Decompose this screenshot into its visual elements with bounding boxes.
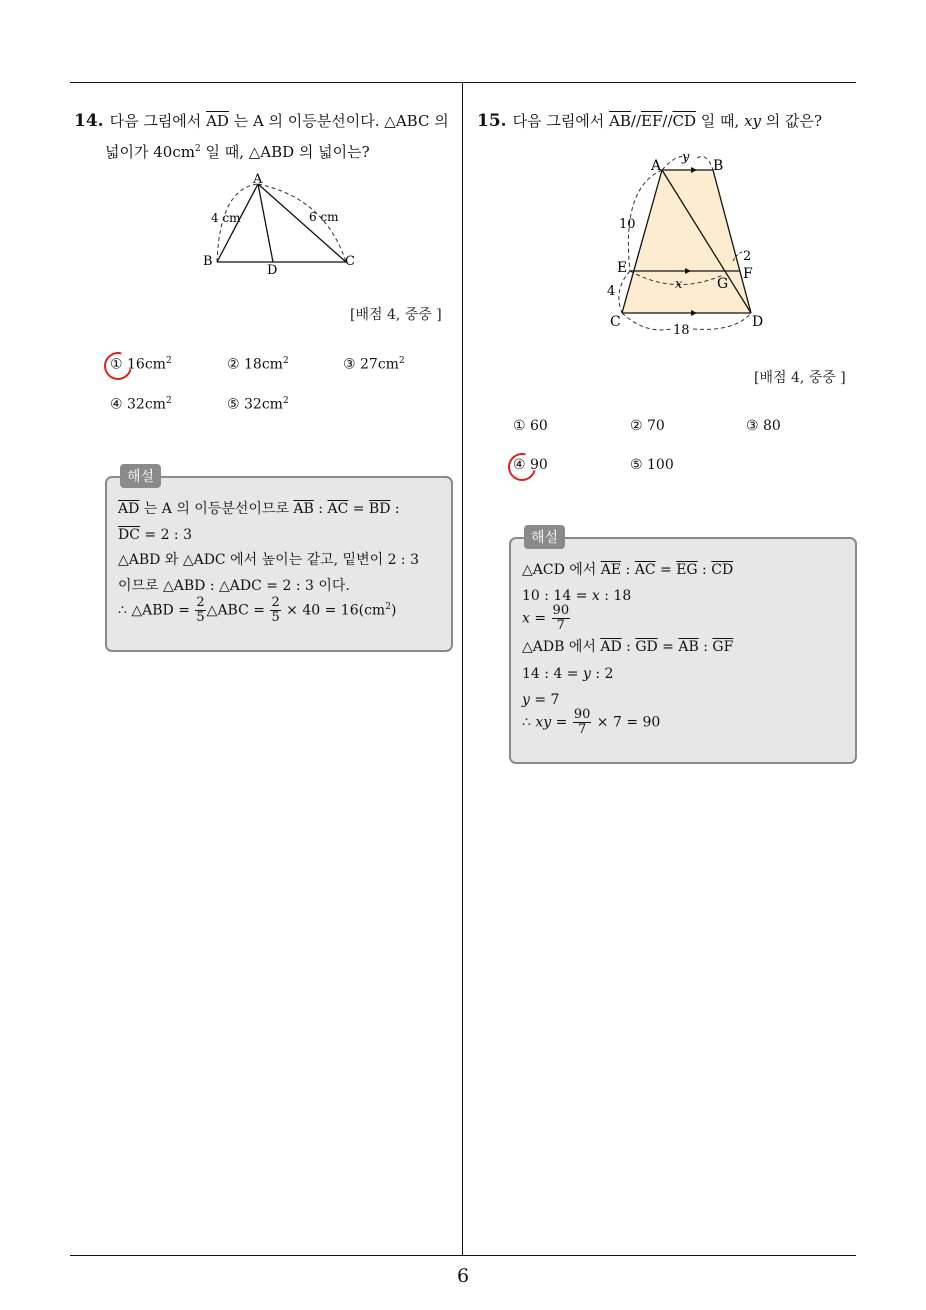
- q15-sol-line7: ∴ xy = $\frac{90}{7}$ × 7 = 90: [522, 707, 661, 737]
- column-divider: [462, 82, 463, 1255]
- q14-label-4cm: 4 cm: [211, 211, 241, 225]
- q15-label-g: G: [717, 276, 729, 292]
- q15-label-d: D: [752, 314, 764, 330]
- q14-choice-4[interactable]: ④ $32cm^2$: [110, 396, 172, 413]
- q15-sol-line3: x = $\frac{90}{7}$: [522, 603, 570, 633]
- fraction: $\frac{2}{5}$: [271, 595, 280, 625]
- q15-label-a: A: [651, 158, 662, 174]
- q15-choice-3[interactable]: ③ 80: [746, 418, 781, 434]
- q15-label-18: 18: [673, 323, 690, 338]
- q15-answer-circle-mark: [503, 448, 541, 486]
- q15-number: 15.: [477, 111, 507, 131]
- q15-choice-4[interactable]: ④ 90: [513, 457, 548, 473]
- top-rule: [70, 82, 856, 83]
- fraction: $\frac{2}{5}$: [196, 595, 205, 625]
- q15-sol-line6: y = 7: [522, 692, 560, 708]
- q14-score: [배점 4, 중중 ]: [350, 307, 442, 323]
- q14-sol-line5: ∴ △ABD = $\frac{2}{5}$ △ABC = $\frac{2}{5}$ × $40 = 16(cm^2)$: [118, 595, 397, 625]
- q15-sol-line1: △ACD 에서 $\overline{AE}$ : $\overline{AC} = \overline{EG}$ : $\overline{CD}$: [522, 562, 734, 578]
- fraction: $\frac{90}{7}$: [552, 603, 570, 633]
- q15-label-10: 10: [619, 217, 636, 232]
- q14-triangle-figure: [195, 168, 365, 278]
- q15-sol-line5: 14 : 4 = y : 2: [522, 666, 614, 682]
- q15-arc-y-right: [697, 157, 713, 171]
- q15-label-4: 4: [607, 284, 616, 299]
- q15-label-f: F: [743, 266, 753, 282]
- q14-title-line2: 넓이가 $40cm^2$ 일 때, △ABD 의 넓이는?: [105, 143, 370, 161]
- q15-choice-5[interactable]: ⑤ 100: [630, 457, 674, 473]
- q14-title-line1: 14. 다음 그림에서 $\overline{AD}$ 는 A 의 이등분선이다. △ABC 의: [74, 111, 449, 131]
- q14-solution-tag: 해설: [120, 464, 161, 488]
- q14-sol-line4: 이므로 △ABD : △ADC = 2 : 3 이다.: [118, 578, 350, 594]
- fraction: $\frac{90}{7}$: [573, 707, 591, 737]
- q15-score: [배점 4, 중중 ]: [754, 370, 846, 386]
- q14-choice-5[interactable]: ⑤ $32cm^2$: [227, 396, 289, 413]
- q15-arc-18-left: [622, 313, 671, 330]
- q14-label-b: B: [203, 254, 213, 269]
- q15-label-b: B: [713, 158, 724, 174]
- q14-label-c: C: [345, 254, 355, 269]
- page-number: 6: [456, 1265, 470, 1287]
- q15-label-x: x: [675, 277, 683, 292]
- q14-label-6cm: 6 cm: [309, 210, 339, 224]
- q15-choice-2[interactable]: ② 70: [630, 418, 665, 434]
- q14-sol-line1: $\overline{AD}$ 는 A 의 이등분선이므로 $\overline{AB}$ : $\overline{AC} = \overline{BD}$ :: [118, 501, 400, 517]
- q15-solution-tag: 해설: [524, 525, 565, 549]
- q14-answer-circle-mark: [99, 347, 137, 385]
- q14-sol-line3: △ABD 와 △ADC 에서 높이는 같고, 밑변이 2 : 3: [118, 552, 419, 568]
- q15-title: 15. 다음 그림에서 $\overline{AB}//\overline{EF}//\overline{CD}$ 일 때, xy 의 값은?: [477, 111, 823, 131]
- q15-choice-1[interactable]: ① 60: [513, 418, 548, 434]
- q14-label-a: A: [253, 172, 263, 187]
- q14-number: 14.: [74, 111, 104, 131]
- q15-label-e: E: [617, 260, 628, 276]
- q15-trapezoid-figure: [605, 148, 780, 340]
- q14-choice-1[interactable]: ① $16cm^2$: [110, 356, 172, 373]
- q14-label-d: D: [267, 263, 278, 278]
- q15-label-c: C: [610, 314, 621, 330]
- q15-arc-18-right: [693, 313, 751, 329]
- q15-label-2: 2: [743, 249, 752, 264]
- q15-label-y: y: [682, 150, 690, 165]
- q15-sol-line2: 10 : 14 = x : 18: [522, 588, 632, 604]
- bottom-rule: [70, 1255, 856, 1256]
- q15-sol-line4: △ADB 에서 $\overline{AD}$ : $\overline{GD} = \overline{AB}$ : $\overline{GF}$: [522, 639, 734, 655]
- q14-choice-2[interactable]: ② $18cm^2$: [227, 356, 289, 373]
- q14-choice-3[interactable]: ③ $27cm^2$: [343, 356, 405, 373]
- q14-sol-line2: $\overline{DC} = 2$ : 3: [118, 527, 192, 543]
